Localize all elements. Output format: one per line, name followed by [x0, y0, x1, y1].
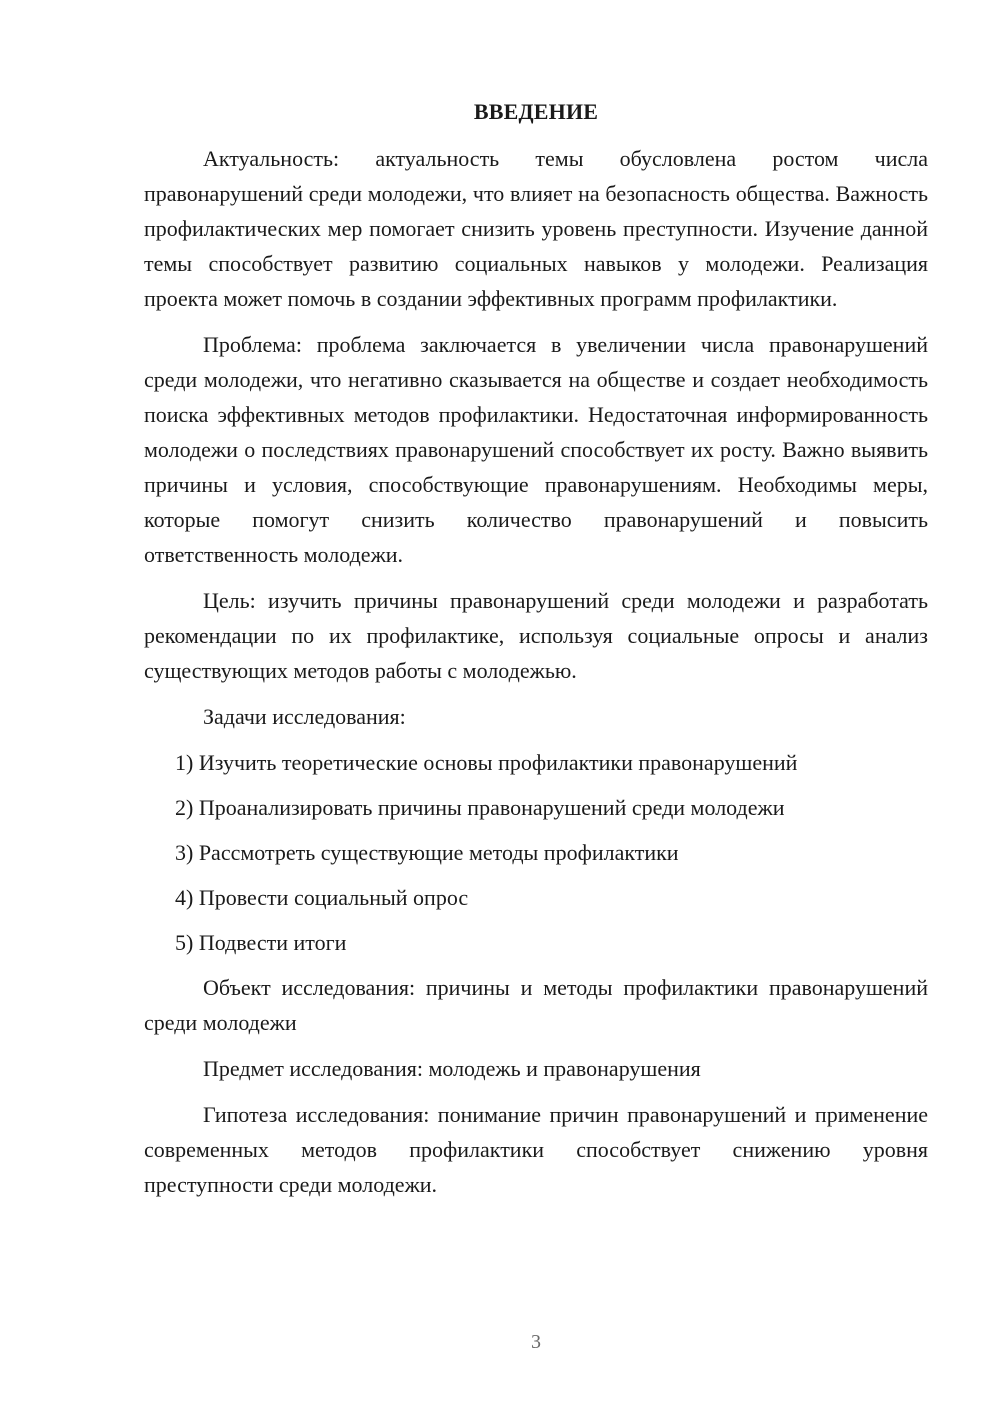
paragraph-relevance: Актуальность: актуальность темы обусловлена ростом числа правонарушений среди молодежи, что влияет на безопасность общества. Важность профилактических мер помогает снизить уровень преступности. Изучение данной темы способствует развитию социальных навыков у молодежи. Реализация проекта может помочь в создании эффективных программ профилактики. [144, 146, 928, 311]
list-item: 1) Изучить теоретические основы профилактики правонарушений [175, 750, 798, 775]
paragraph-hypothesis: Гипотеза исследования: понимание причин правонарушений и применение современных методов профилактики способствует снижению уровня преступности среди молодежи. [144, 1102, 928, 1197]
paragraph-subject: Предмет исследования: молодежь и правонарушения [203, 1056, 701, 1081]
page-title: ВВЕДЕНИЕ [473, 99, 599, 124]
paragraph-object: Объект исследования: причины и методы профилактики правонарушений среди молодежи [144, 975, 928, 1035]
list-item: 2) Проанализировать причины правонарушений среди молодежи [175, 795, 785, 820]
document-page [144, 94, 928, 1213]
list-item: 4) Провести социальный опрос [175, 885, 469, 910]
paragraph-problem: Проблема: проблема заключается в увеличении числа правонарушений среди молодежи, что негативно сказывается на обществе и создает необходимость поиска эффективных методов профилактики. Недостаточная информированность молодежи о последствиях правонарушений способствует их росту. Важно выявить причины и условия, способствующие правонарушениям. Необходимы меры, которые помогут снизить количество правонарушений и повысить ответственность молодежи. [144, 332, 928, 567]
page-number: 3 [531, 1331, 541, 1353]
list-item: 5) Подвести итоги [175, 930, 347, 955]
tasks-list [144, 745, 928, 960]
paragraph-goal: Цель: изучить причины правонарушений среди молодежи и разработать рекомендации по их профилактике, используя социальные опросы и анализ существующих методов работы с молодежью. [144, 588, 928, 683]
tasks-heading: Задачи исследования: [203, 704, 406, 729]
list-item: 3) Рассмотреть существующие методы профилактики [175, 840, 679, 865]
